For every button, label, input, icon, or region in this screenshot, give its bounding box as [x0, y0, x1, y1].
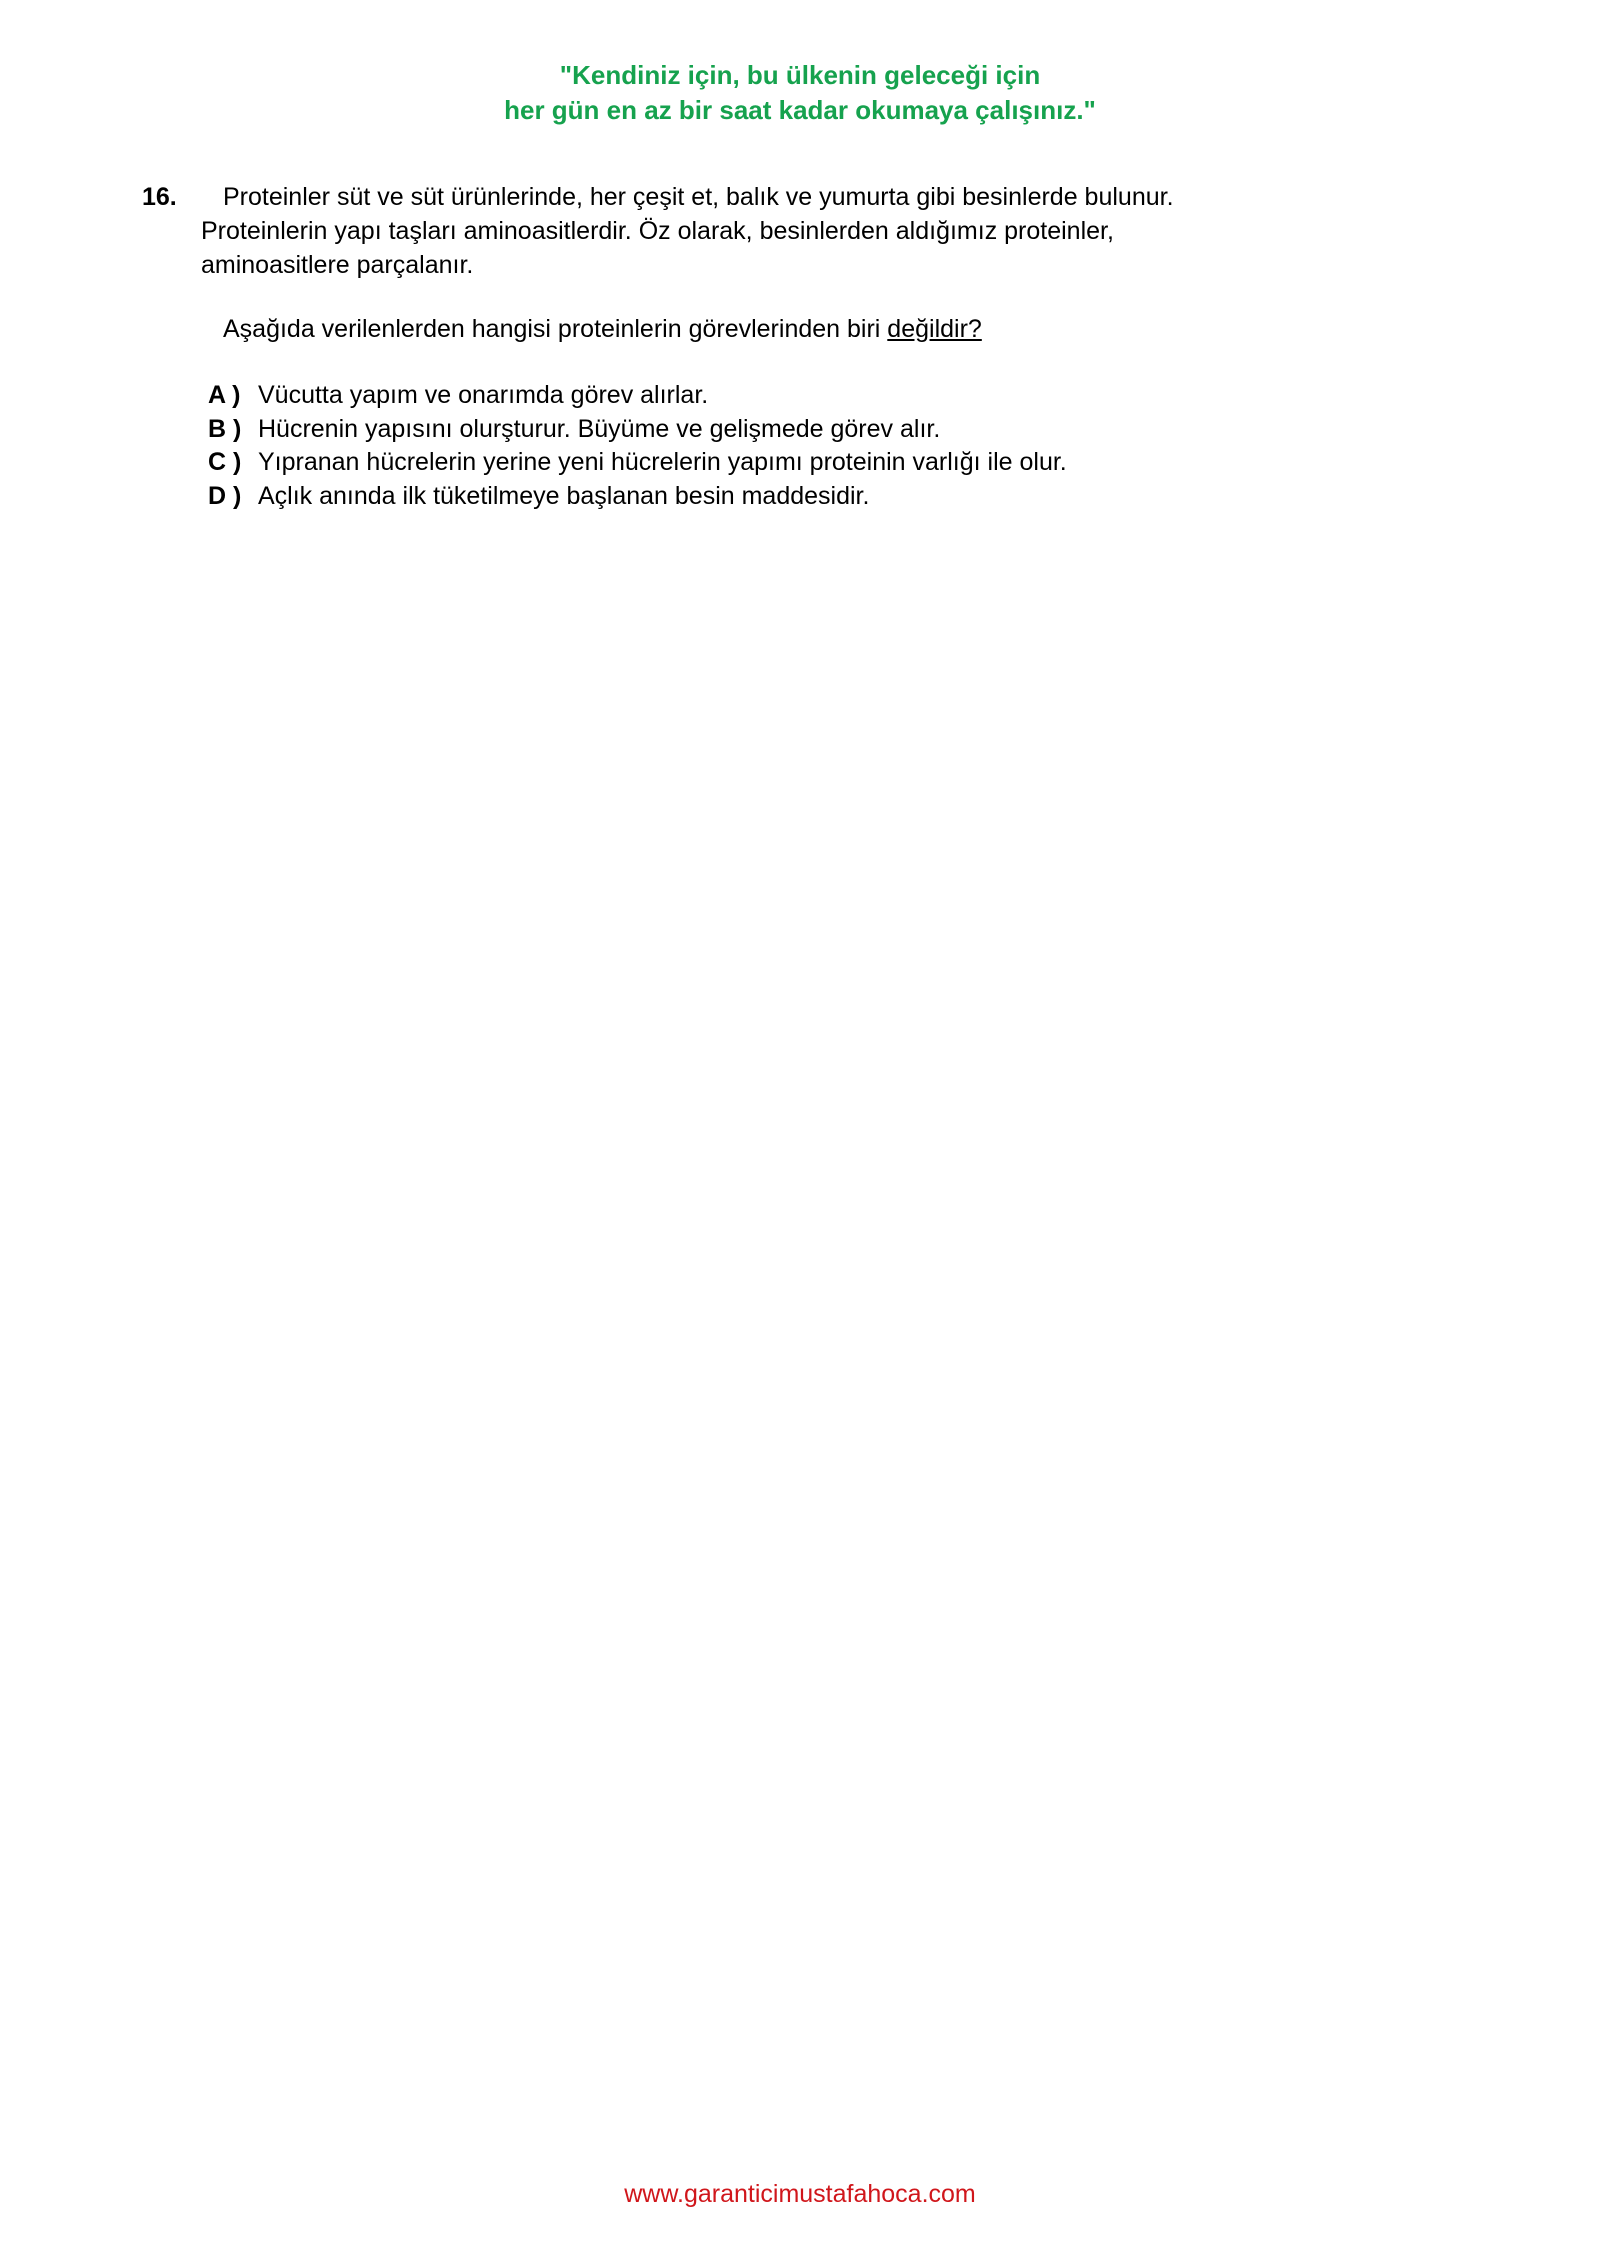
question-number: 16.: [142, 183, 177, 211]
footer-website[interactable]: www.garanticimustafahoca.com: [624, 2180, 976, 2208]
prompt-text: Aşağıda verilenlerden hangisi proteinlerin görevlerinden biri: [223, 315, 888, 343]
motto-line-1: "Kendiniz için, bu ülkenin geleceği için: [559, 60, 1041, 90]
option-text: Vücutta yapım ve onarımda görev alırlar.: [258, 381, 709, 409]
stem-line: aminoasitlere parçalanır.: [201, 251, 474, 279]
prompt-emphasis: değildir?: [887, 315, 982, 343]
option-a[interactable]: [208, 379, 1067, 413]
motto-header: [0, 58, 1600, 128]
motto-line-2: her gün en az bir saat kadar okumaya çalışınız.": [504, 95, 1096, 125]
option-letter: A ): [208, 381, 241, 409]
stem-line: Proteinlerin yapı taşları aminoasitlerdir. Öz olarak, besinlerden aldığımız proteinler,: [201, 217, 1114, 245]
question-stem: [201, 180, 1401, 282]
option-text: Yıpranan hücrelerin yerine yeni hücrelerin yapımı proteinin varlığı ile olur.: [258, 448, 1067, 476]
option-letter: D ): [208, 481, 242, 510]
question-prompt: [223, 312, 982, 346]
option-text: Hücrenin yapısını olurşturur. Büyüme ve gelişmede görev alır.: [258, 414, 941, 443]
stem-line: Proteinler süt ve süt ürünlerinde, her çeşit et, balık ve yumurta gibi besinlerde bulunur.: [223, 183, 1174, 211]
option-b[interactable]: [208, 413, 1067, 447]
option-d[interactable]: [208, 480, 1067, 514]
option-letter: B ): [208, 414, 242, 443]
option-text: Açlık anında ilk tüketilmeye başlanan besin maddesidir.: [258, 481, 870, 510]
answer-options: [208, 379, 1067, 513]
option-letter: C ): [208, 448, 242, 476]
option-c[interactable]: [208, 446, 1067, 480]
